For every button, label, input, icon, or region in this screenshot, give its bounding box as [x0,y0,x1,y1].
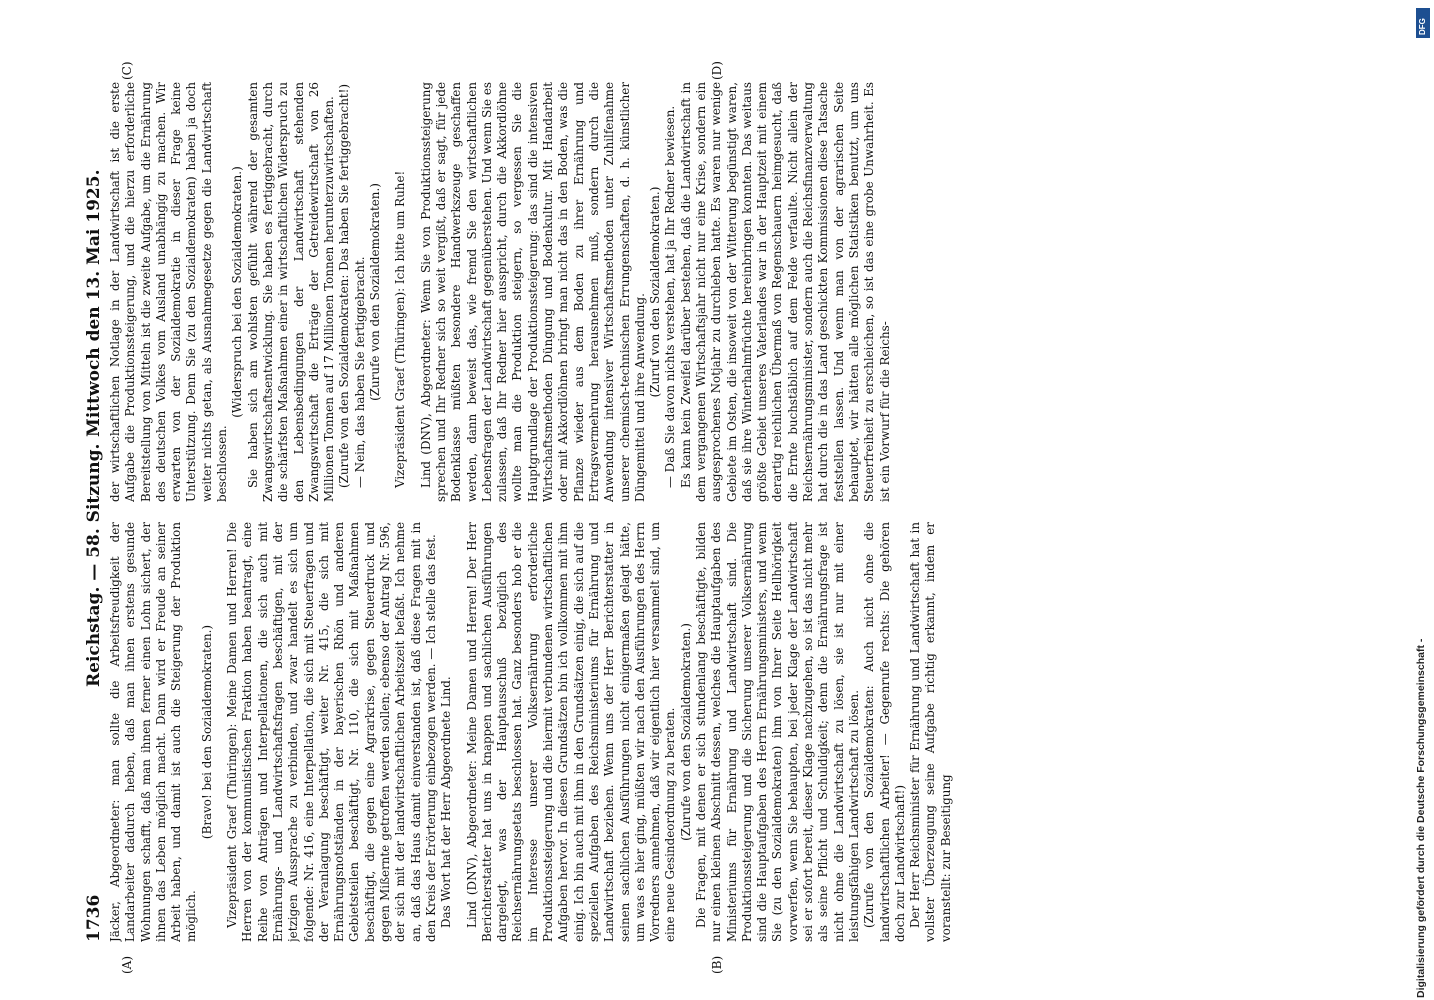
paragraph: Die Fragen, mit denen er sich stundenlang beschäftigte, bilden nur einen kleinen Abschnitt dessen, welches die Hauptaufgaben des Ministeriums für Ernährung und Landwirtschaft sind. Die Produktionssteigerung und die Sicherung unserer Volksernährung sind die Hauptaufgaben des Herrn Ernährungsministers, und wenn Sie (zu den Sozialdemokraten) ihm von Ihrer Seite Hellhörigkeit vorwerfen, wenn Sie behaupten, bei jeder Klage der Landwirtschaft sei er sofort bereit, dieser Klage nachzugehen, so ist das nicht mehr als seine Pflicht und Schuldigkeit; denn die Ernährungsfrage ist nicht ohne die Landwirtschaft zu lösen, sie ist nur mit einer leistungsfähigen Landwirtschaft zu lösen. [693,522,861,942]
paragraph: — Daß Sie davon nichts verstehen, hat ja Ihr Redner bewiesen. [663,105,678,488]
margin-mark-b: (B) [710,955,724,974]
paragraph: Sie haben sich am wohlsten gefühlt während der gesamten Zwangswirtschaftsentwicklung. Sie haben es fertiggebracht, durch die schärfsten Maßnahmen einer in wirtschaftlichen Widerspruch zu den Lebensbedingungen der Landwirtschaft stehenden Zwangswirtschaft die Erträge der Getreidewirtschaft von 26 Millionen Tonnen auf 17 Millionen Tonnen herunterzuwirtschaften. [245,82,337,502]
paragraph: Der Herr Reichsminister für Ernährung und Landwirtschaft hat in vollster Überzeugung seine Aufgabe richtig erkannt, indem er voranstellt: zur Beseitigung [908,522,953,942]
paragraph: (Zuruf von den Sozialdemokraten.) [648,186,663,398]
paragraph: Jäcker, Abgeordneter: man sollte die Arbeitsfreudigkeit der Landarbeiter dadurch heben, daß man ihnen erstens gesunde Wohnungen schafft, daß man ihnen ferner einen Lohn sichert, der ihnen das Leben möglich macht. Dann wird er Freude an seiner Arbeit haben, und damit ist auch die Steigerung der Produktion möglich. [108,522,199,942]
session-date: Mittwoch den 13. Mai 1925. [84,169,104,437]
paragraph: Lind (DNV), Abgeordneter: Wenn Sie von Produktionssteigerung sprechen und Ihr Redner sich so weit vergißt, daß er sagt, für jede Bodenklasse müßten besondere Handwerkszeuge geschaffen werden, dann beweist das, wie fremd Sie den wirtschaftlichen Lebensfragen der Landwirtschaft gegenüberstehen. Und wenn Sie es zulassen, daß Ihr Redner hier ausspricht, durch die Akkordlöhne wollte man die Produktion steigern, so vergessen Sie die Hauptgrundlage der Produktionssteigerung: das sind die intensiven Wirtschaftsmethoden Düngung und Bodenkultur. Mit Handarbeit oder mit Akkordlöhnen bringt man nicht das in den Boden, was die Pflanze wieder aus dem Boden zu ihrer Ernährung und Ertragsvermehrung herausnehmen muß, sondern durch die Anwendung intensiver Wirtschaftsmethoden unter Zuhilfenahme unserer chemisch-technischen Errungenschaften, d. h. künstlicher Düngemittel und ihre Anwendung. [418,82,647,502]
text-column-right [108,82,1318,502]
paragraph: der wirtschaftlichen Notlage in der Landwirtschaft ist die erste Aufgabe die Produktionssteigerung, und die hierzu erforderliche Bereitstellung von Mitteln ist die zweite Aufgabe, um die Ernährung des deutschen Volkes vom Ausland unabhängig zu machen. Wir erwarten von der Sozialdemokratie in dieser Frage keine Unterstützung. Denn Sie (zu den Sozialdemokraten) haben ja doch weiter nichts getan, als Ausnahmegesetze gegen die Landwirtschaft beschlossen. [108,82,230,502]
dfg-logo [1416,8,1430,38]
dfg-logo-text: DFG [1418,18,1427,35]
paragraph: (Zurufe von den Sozialdemokraten.) [678,623,693,841]
paragraph: Vizepräsident Graef (Thüringen): Ich bitte um Ruhe! [393,170,408,488]
paragraph: Es kann kein Zweifel darüber bestehen, daß die Landwirtschaft in dem vergangenen Wirtschaftsjahr nicht nur eine Krise, sondern ein ausgesprochenes Notjahr zu durchleben hatte. Es waren nur wenige Gebiete im Osten, die insoweit von der Witterung begünstigt waren, daß sie ihre Winterhalmfrüchte hereinbringen konnten. Das weitaus größte Gebiet unseres Vaterlandes war in der Hauptzeit mit einem derartig reichlichen Übermaß von Regenschauern heimgesucht, daß die Ernte buchstäblich auf dem Felde verfaulte. Nicht allein der Reichsernährungsminister, sondern auch die Reichsfinanzverwaltung hat durch die in das Land geschickten Kommissionen diese Tatsache feststellen lassen. Und wenn man von der agrarischen Seite behauptet, wir hätten alle möglichen Statistiken benutzt, um uns Steuerfreiheit zu erschleichen, so ist das eine grobe Unwahrheit. Es ist ein Vorwurf für die Reichs- [678,82,892,502]
paragraph: Lind (DNV), Abgeordneter: Meine Damen und Herren! Der Herr Berichterstatter hat uns in knappen und sachlichen Ausführungen dargelegt, was der Hauptausschuß bezüglich des Reichsernährungsetats beschlossen hat. Ganz besonders hob er die im Interesse unserer Volksernährung erforderliche Produktionssteigerung und die hiermit verbundenen wirtschaftlichen Aufgaben hervor. In diesen Grundsätzen bin ich vollkommen mit ihm einig. Ich bin auch mit ihm in den Grundsätzen einig, die sich auf die speziellen Aufgaben des Reichsministeriums für Ernährung und Landwirtschaft beziehen. Wenn uns der Herr Berichterstatter in seinen sachlichen Ausführungen nicht einigermaßen gelagt hätte, um was es hier ging, müßten wir nach den Ausführungen des Herrn Vorredners annehmen, daß wir eigentlich hier versammelt sind, um eine neue Gesindeordnung zu beraten. [464,522,678,942]
paragraph: — Nein, das haben Sie fertiggebracht. [352,256,367,488]
paragraph: Das Wort hat der Herr Abgeordnete Lind. [439,676,454,928]
page-header [80,82,108,942]
paragraph: (Widerspruch bei den Sozialdemokraten.) [230,166,245,418]
session-title: Reichstag. — 58. Sitzung. [84,443,104,687]
paragraph: (Zurufe von den Sozialdemokraten: Auch nicht ohne die landwirtschaftlichen Arbeiter! — Gegenrufe rechts: Die gehören doch zur Landwirtschaft!) [862,522,907,942]
paragraph: (Zurufe von den Sozialdemokraten.) [368,183,383,401]
margin-mark-c: (C) [120,61,134,80]
paragraph: Vizepräsident Graef (Thüringen): Meine Damen und Herren! Die Herren von der kommunistischen Fraktion haben beantragt, eine Reihe von Anträgen und Interpellationen, die sich auch mit Ernährungs- und Landwirtschaftsfragen beschäftigen, mit der jetzigen Aussprache zu verbinden, und zwar handelt es sich um folgende: Nr. 416, eine Interpellation, die sich mit Steuerfragen und der Veranlagung beschäftigt, weiter Nr. 415, die sich mit Ernährungsnotständen in der bayerischen Rhön und anderen Gebietsteilen beschäftigt, Nr. 110, die sich mit Maßnahmen beschäftigt, die gegen eine Agrarkrise, gegen Steuerdruck und gegen Mißernte getroffen werden sollen; ebenso der Antrag Nr. 596, der sich mit der landwirtschaftlichen Arbeitszeit befaßt. Ich nehme an, daß das Haus damit einverstanden ist, daß diese Fragen mit in den Kreis der Erörterung einbezogen werden. — Ich stelle das fest. [225,522,438,942]
paragraph: (Zurufe von den Sozialdemokraten: Das haben Sie fertiggebracht!) [337,83,352,488]
margin-mark-d: (D) [710,61,724,80]
margin-mark-a: (A) [120,955,134,974]
paragraph: (Bravo! bei den Sozialdemokraten.) [199,624,214,840]
page-number: 1736 [84,894,104,942]
rotated-page [80,61,1330,974]
digitization-note [1411,8,1431,998]
digitization-note-text: Digitalisierung gefördert durch die Deutsche Forschungsgemeinschaft - [1415,638,1427,998]
text-column-left [108,522,1318,942]
